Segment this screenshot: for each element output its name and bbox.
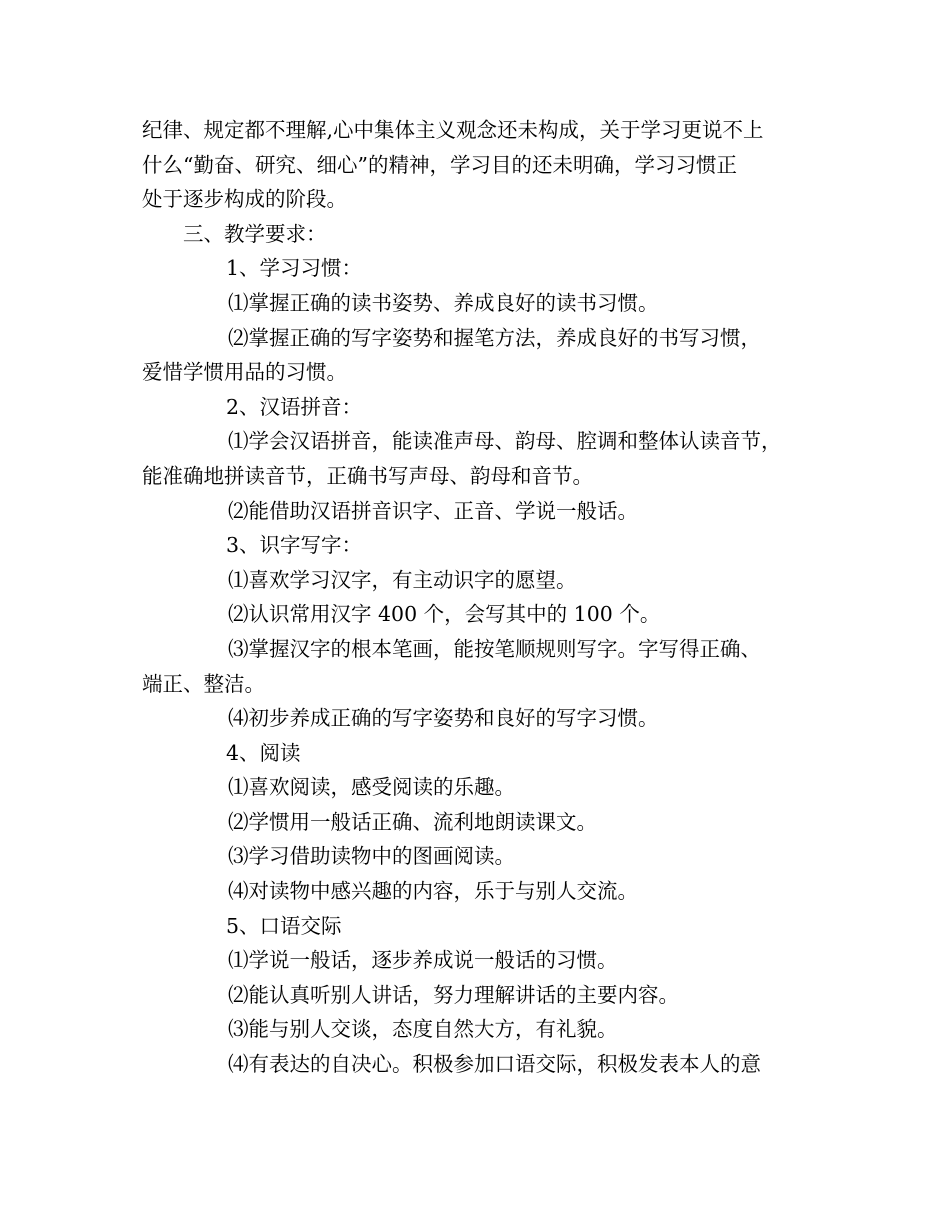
text-line: ⑷对读物中感兴趣的内容，乐于与别人交流。	[228, 879, 638, 904]
text-line: ⑴学会汉语拼音，能读准声母、韵母、腔调和整体认读音节，	[228, 429, 782, 454]
text-line: 4、阅读	[226, 740, 301, 765]
text-line: 5、口语交际	[226, 913, 342, 938]
text-line: 处于逐步构成的阶段。	[142, 187, 347, 212]
text-line: 2、汉语拼音：	[226, 394, 363, 419]
text-line: 能准确地拼读音节，正确书写声母、韵母和音节。	[142, 463, 593, 488]
text-line: 纪律、规定都不理解,心中集体主义观念还未构成，关于学习更说不上	[142, 118, 764, 142]
text-line: 3、识字写字：	[226, 533, 363, 558]
text-line: ⑷有表达的自决心。积极参加口语交际，积极发表本人的意	[228, 1052, 761, 1077]
text-line: ⑵能借助汉语拼音识字、正音、学说一般话。	[228, 498, 638, 523]
text-line: ⑵能认真听别人讲话，努力理解讲话的主要内容。	[228, 982, 679, 1007]
text-line: ⑴喜欢学习汉字，有主动识字的愿望。	[228, 567, 577, 592]
text-line: 三、教学要求：	[183, 221, 327, 246]
text-line: ⑶能与别人交谈，态度自然大方，有礼貌。	[228, 1017, 618, 1042]
text-line: ⑶掌握汉字的根本笔画，能按笔顺规则写字。字写得正确、	[228, 636, 761, 661]
text-line: ⑴掌握正确的读书姿势、养成良好的读书习惯。	[228, 290, 659, 315]
text-line: ⑵认识常用汉字 400 个，会写其中的 100 个。	[228, 602, 661, 627]
text-line: ⑵学惯用一般话正确、流利地朗读课文。	[228, 809, 597, 834]
text-line: ⑷初步养成正确的写字姿势和良好的写字习惯。	[228, 706, 659, 731]
text-line: 1、学习习惯：	[226, 256, 363, 281]
text-line: ⑴喜欢阅读，感受阅读的乐趣。	[228, 775, 515, 800]
text-line: ⑴学说一般话，逐步养成说一般话的习惯。	[228, 948, 618, 973]
text-line: 端正、整洁。	[142, 671, 265, 696]
text-line: ⑶学习借助读物中的图画阅读。	[228, 844, 515, 869]
text-line: 爱惜学惯用品的习惯。	[142, 360, 347, 385]
text-line: 什么“勤奋、研究、细心”的精神，学习目的还未明确，学习习惯正	[142, 152, 737, 177]
document-body	[142, 113, 832, 1082]
text-line: ⑵掌握正确的写字姿势和握笔方法，养成良好的书写习惯，	[228, 325, 761, 350]
